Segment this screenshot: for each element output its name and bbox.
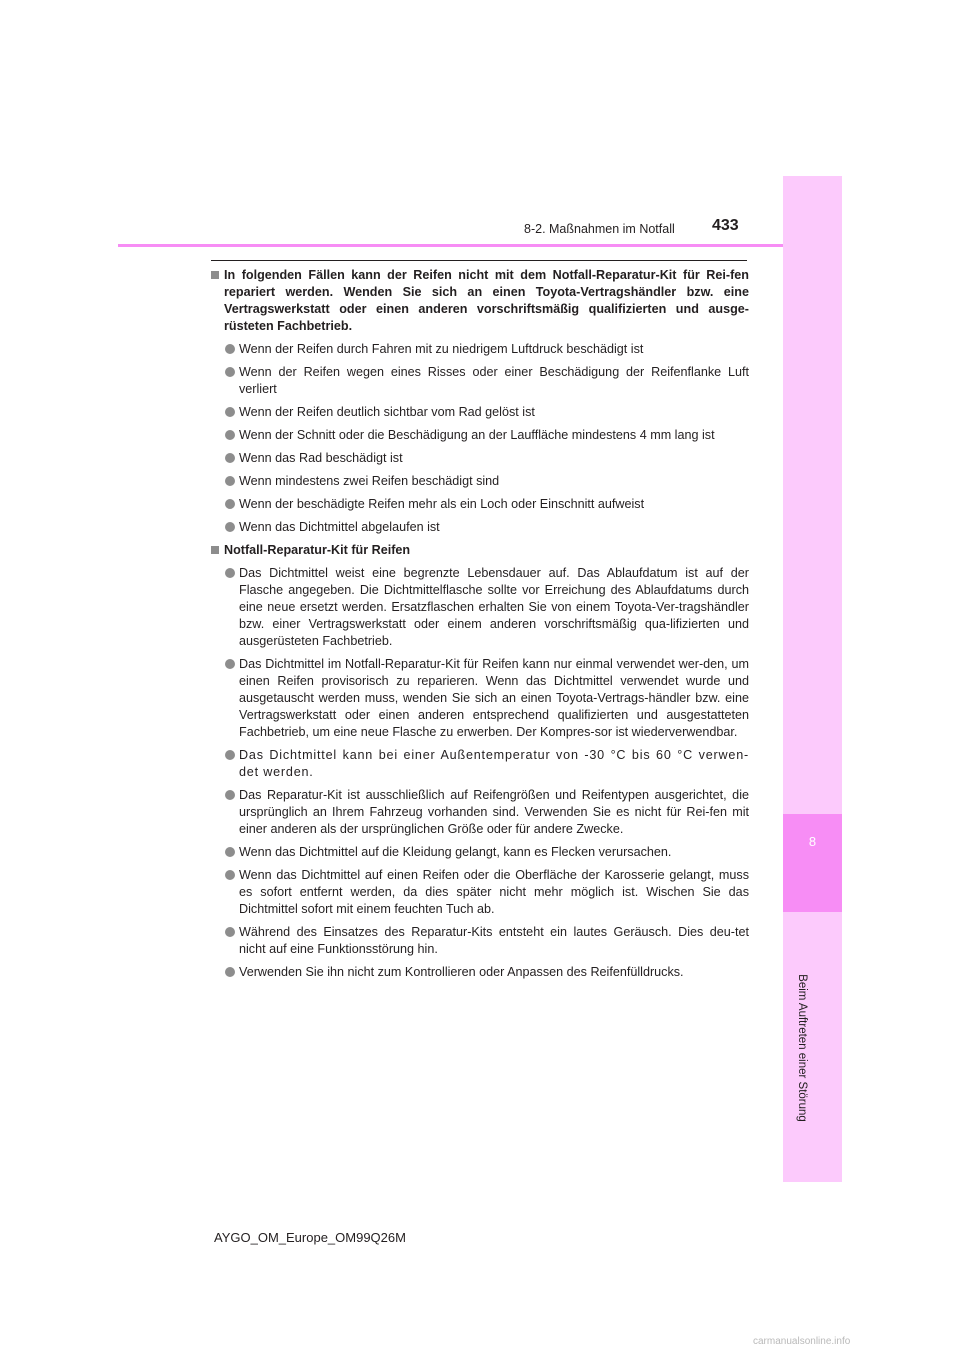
bullet-icon [225, 522, 235, 532]
bullet-icon [225, 568, 235, 578]
section-title: 8-2. Maßnahmen im Notfall [524, 222, 675, 236]
section-heading [211, 267, 749, 335]
bullet-icon [225, 967, 235, 977]
header-divider [118, 244, 783, 247]
list-item [211, 496, 749, 513]
list-item-text: Das Dichtmittel kann bei einer Außentemperatur von -30 °C bis 60 °C verwen-det werden. [239, 748, 749, 779]
list-item-text: Das Reparatur-Kit ist ausschließlich auf Reifengrößen und Reifentypen ausgerichtet, die ursprünglich an Ihrem Fahrzeug vorhanden sind. Verwenden Sie es nicht für Rei-fen mit einer anderen als der ursprünglichen Größe oder für andere Zwecke. [239, 788, 749, 836]
list-item [211, 519, 749, 536]
list-item [211, 364, 749, 398]
list-item [211, 964, 749, 981]
bullet-icon [225, 870, 235, 880]
bullet-icon [225, 367, 235, 377]
section-heading-text: Notfall-Reparatur-Kit für Reifen [224, 543, 411, 557]
list-item-text: Wenn mindestens zwei Reifen beschädigt sind [239, 474, 500, 488]
list-item-text: Wenn der Reifen durch Fahren mit zu niedrigem Luftdruck beschädigt ist [239, 342, 644, 356]
bullet-icon [225, 499, 235, 509]
list-item [211, 450, 749, 467]
bullet-icon [225, 430, 235, 440]
section-heading [211, 542, 749, 559]
bullet-icon [225, 790, 235, 800]
list-item [211, 844, 749, 861]
list-item [211, 404, 749, 421]
chapter-number: 8 [808, 834, 817, 849]
list-item-text: Wenn der beschädigte Reifen mehr als ein Loch oder Einschnitt aufweist [239, 497, 645, 511]
list-item [211, 867, 749, 918]
list-item-text: Während des Einsatzes des Reparatur-Kits entsteht ein lautes Geräusch. Dies deu-tet nicht auf eine Funktionsstörung hin. [239, 925, 749, 956]
list-item-text: Wenn das Dichtmittel auf die Kleidung gelangt, kann es Flecken verursachen. [239, 845, 672, 859]
list-item-text: Wenn das Dichtmittel abgelaufen ist [239, 520, 440, 534]
list-item [211, 924, 749, 958]
section-heading-text: In folgenden Fällen kann der Reifen nicht mit dem Notfall-Reparatur-Kit für Rei-fen repariert werden. Wenden Sie sich an einen Toyota-Vertragshändler bzw. eine Vertragswerkstatt oder einen anderen vorschriftsmäßig qualifizierten und ausge-rüsteten Fachbetrieb. [224, 268, 749, 333]
bullet-icon [225, 476, 235, 486]
square-bullet-icon [211, 546, 219, 554]
watermark: carmanualsonline.info [753, 1336, 851, 1347]
list-item-text: Wenn der Schnitt oder die Beschädigung an der Lauffläche mindestens 4 mm lang ist [239, 428, 715, 442]
square-bullet-icon [211, 271, 219, 279]
list-item-text: Wenn das Dichtmittel auf einen Reifen oder die Oberfläche der Karosserie gelangt, muss es sofort entfernt werden, da dies später nicht mehr möglich ist. Wischen Sie das Dichtmittel sofort mit einem feuchten Tuch ab. [239, 868, 749, 916]
list-item-text: Wenn der Reifen deutlich sichtbar vom Rad gelöst ist [239, 405, 535, 419]
list-item-text: Verwenden Sie ihn nicht zum Kontrollieren oder Anpassen des Reifenfülldrucks. [239, 965, 684, 979]
content-divider [211, 260, 747, 261]
chapter-label: Beim Auftreten einer Störung [796, 974, 808, 1122]
list-item-text: Wenn das Rad beschädigt ist [239, 451, 403, 465]
bullet-icon [225, 659, 235, 669]
list-item [211, 565, 749, 650]
list-item [211, 656, 749, 741]
list-item [211, 747, 749, 781]
list-item [211, 341, 749, 358]
bullet-icon [225, 407, 235, 417]
bullet-icon [225, 927, 235, 937]
list-item-text: Das Dichtmittel im Notfall-Reparatur-Kit für Reifen kann nur einmal verwendet wer-den, um einen Reifen provisorisch zu reparieren. Wenn das Dichtmittel verwendet wurde und ausgetauscht werden muss, wenden Sie sich an einen Toyota-Vertrags-händler bzw. eine Vertragswerkstatt oder einen anderen entsprechend qualifizierten und ausgestatteten Fachbetrieb, um eine neue Flasche zu erwerben. Der Kompres-sor ist wiederverwendbar. [239, 657, 749, 739]
page-content [211, 267, 749, 987]
bullet-icon [225, 344, 235, 354]
list-item-text: Wenn der Reifen wegen eines Risses oder einer Beschädigung der Reifenflanke Luft verliert [239, 365, 749, 396]
page-number: 433 [712, 217, 739, 234]
list-item [211, 787, 749, 838]
document-id: AYGO_OM_Europe_OM99Q26M [214, 1230, 406, 1245]
bullet-icon [225, 847, 235, 857]
bullet-icon [225, 453, 235, 463]
list-item [211, 473, 749, 490]
chapter-tab-active [783, 814, 842, 912]
list-item [211, 427, 749, 444]
list-item-text: Das Dichtmittel weist eine begrenzte Lebensdauer auf. Das Ablaufdatum ist auf der Flasche angegeben. Die Dichtmittelflasche sollte vor Erreichung des Ablaufdatums durch eine neue ersetzt werden. Ersatzflaschen erhalten Sie von einem Toyota-Ver-tragshändler bzw. einer Vertragswerkstatt oder einem anderen vorschriftsmäßig qua-lifizierten und ausgerüsteten Fachbetrieb. [239, 566, 749, 648]
bullet-icon [225, 750, 235, 760]
